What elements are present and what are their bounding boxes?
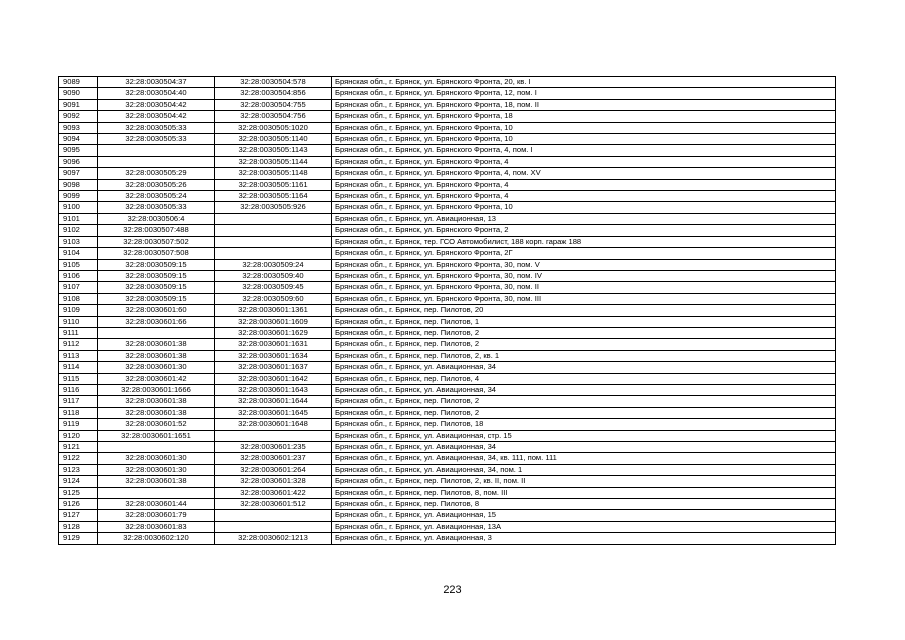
land-cadastral-number-cell: 32:28:0030601:38 — [98, 339, 215, 350]
object-cadastral-number-cell — [215, 521, 332, 532]
address-cell: Брянская обл., г. Брянск, ул. Авиационная, 34 — [332, 384, 836, 395]
table-row — [59, 282, 836, 293]
land-cadastral-number-cell: 32:28:0030505:33 — [98, 122, 215, 133]
table-row — [59, 396, 836, 407]
row-number-cell: 9102 — [59, 225, 98, 236]
table-row — [59, 134, 836, 145]
table-row — [59, 476, 836, 487]
row-number-cell: 9126 — [59, 499, 98, 510]
object-cadastral-number-cell: 32:28:0030509:24 — [215, 259, 332, 270]
object-cadastral-number-cell: 32:28:0030504:578 — [215, 77, 332, 88]
address-cell: Брянская обл., г. Брянск, пер. Пилотов, 2 — [332, 407, 836, 418]
row-number-cell: 9101 — [59, 213, 98, 224]
address-cell: Брянская обл., г. Брянск, пер. Пилотов, 4 — [332, 373, 836, 384]
land-cadastral-number-cell — [98, 487, 215, 498]
address-cell: Брянская обл., г. Брянск, ул. Брянского Фронта, 10 — [332, 122, 836, 133]
object-cadastral-number-cell — [215, 430, 332, 441]
address-cell: Брянская обл., г. Брянск, ул. Брянского Фронта, 4, пом. I — [332, 145, 836, 156]
land-cadastral-number-cell: 32:28:0030602:120 — [98, 533, 215, 544]
row-number-cell: 9108 — [59, 293, 98, 304]
address-cell: Брянская обл., г. Брянск, пер. Пилотов, 20 — [332, 305, 836, 316]
land-cadastral-number-cell: 32:28:0030601:83 — [98, 521, 215, 532]
address-cell: Брянская обл., г. Брянск, ул. Брянского Фронта, 10 — [332, 134, 836, 145]
object-cadastral-number-cell: 32:28:0030505:1161 — [215, 179, 332, 190]
land-cadastral-number-cell: 32:28:0030601:44 — [98, 499, 215, 510]
object-cadastral-number-cell: 32:28:0030504:755 — [215, 99, 332, 110]
row-number-cell: 9104 — [59, 248, 98, 259]
address-cell: Брянская обл., г. Брянск, пер. Пилотов, 2, кв. II, пом. II — [332, 476, 836, 487]
object-cadastral-number-cell: 32:28:0030505:1164 — [215, 191, 332, 202]
object-cadastral-number-cell: 32:28:0030504:756 — [215, 111, 332, 122]
table-row — [59, 464, 836, 475]
row-number-cell: 9120 — [59, 430, 98, 441]
table-row — [59, 111, 836, 122]
object-cadastral-number-cell — [215, 236, 332, 247]
object-cadastral-number-cell: 32:28:0030505:1144 — [215, 156, 332, 167]
table-row — [59, 202, 836, 213]
land-cadastral-number-cell: 32:28:0030509:15 — [98, 282, 215, 293]
object-cadastral-number-cell: 32:28:0030505:926 — [215, 202, 332, 213]
land-cadastral-number-cell: 32:28:0030601:42 — [98, 373, 215, 384]
address-cell: Брянская обл., г. Брянск, ул. Авиационная, 34 — [332, 442, 836, 453]
land-cadastral-number-cell: 32:28:0030504:37 — [98, 77, 215, 88]
row-number-cell: 9109 — [59, 305, 98, 316]
row-number-cell: 9127 — [59, 510, 98, 521]
row-number-cell: 9111 — [59, 327, 98, 338]
object-cadastral-number-cell: 32:28:0030505:1148 — [215, 168, 332, 179]
table-row — [59, 419, 836, 430]
table-row — [59, 179, 836, 190]
address-cell: Брянская обл., г. Брянск, ул. Брянского Фронта, 10 — [332, 202, 836, 213]
row-number-cell: 9123 — [59, 464, 98, 475]
address-cell: Брянская обл., г. Брянск, ул. Брянского Фронта, 2Г — [332, 248, 836, 259]
land-cadastral-number-cell: 32:28:0030506:4 — [98, 213, 215, 224]
land-cadastral-number-cell: 32:28:0030507:508 — [98, 248, 215, 259]
object-cadastral-number-cell: 32:28:0030504:856 — [215, 88, 332, 99]
object-cadastral-number-cell: 32:28:0030509:40 — [215, 270, 332, 281]
table-row — [59, 316, 836, 327]
land-cadastral-number-cell: 32:28:0030509:15 — [98, 270, 215, 281]
land-cadastral-number-cell: 32:28:0030507:488 — [98, 225, 215, 236]
row-number-cell: 9100 — [59, 202, 98, 213]
object-cadastral-number-cell: 32:28:0030601:512 — [215, 499, 332, 510]
object-cadastral-number-cell: 32:28:0030601:1629 — [215, 327, 332, 338]
address-cell: Брянская обл., г. Брянск, ул. Брянского Фронта, 4 — [332, 191, 836, 202]
object-cadastral-number-cell: 32:28:0030601:1644 — [215, 396, 332, 407]
table-row — [59, 521, 836, 532]
object-cadastral-number-cell: 32:28:0030601:1643 — [215, 384, 332, 395]
row-number-cell: 9094 — [59, 134, 98, 145]
land-cadastral-number-cell: 32:28:0030505:33 — [98, 202, 215, 213]
address-cell: Брянская обл., г. Брянск, ул. Брянского Фронта, 4, пом. XV — [332, 168, 836, 179]
address-cell: Брянская обл., г. Брянск, пер. Пилотов, 1 — [332, 316, 836, 327]
address-cell: Брянская обл., г. Брянск, пер. Пилотов, 8, пом. III — [332, 487, 836, 498]
table-row — [59, 236, 836, 247]
table-row — [59, 430, 836, 441]
table-row — [59, 510, 836, 521]
address-cell: Брянская обл., г. Брянск, ул. Брянского Фронта, 4 — [332, 156, 836, 167]
row-number-cell: 9089 — [59, 77, 98, 88]
land-cadastral-number-cell — [98, 442, 215, 453]
land-cadastral-number-cell: 32:28:0030509:15 — [98, 293, 215, 304]
table-row — [59, 384, 836, 395]
address-cell: Брянская обл., г. Брянск, ул. Брянского Фронта, 30, пом. III — [332, 293, 836, 304]
land-cadastral-number-cell: 32:28:0030601:38 — [98, 350, 215, 361]
table-row — [59, 442, 836, 453]
table-row — [59, 499, 836, 510]
row-number-cell: 9091 — [59, 99, 98, 110]
address-cell: Брянская обл., г. Брянск, ул. Брянского Фронта, 2 — [332, 225, 836, 236]
address-cell: Брянская обл., г. Брянск, ул. Авиационная, 15 — [332, 510, 836, 521]
row-number-cell: 9112 — [59, 339, 98, 350]
address-cell: Брянская обл., г. Брянск, ул. Брянского Фронта, 20, кв. I — [332, 77, 836, 88]
land-cadastral-number-cell: 32:28:0030601:1651 — [98, 430, 215, 441]
row-number-cell: 9106 — [59, 270, 98, 281]
address-cell: Брянская обл., г. Брянск, пер. Пилотов, 18 — [332, 419, 836, 430]
address-cell: Брянская обл., г. Брянск, ул. Авиационная, стр. 15 — [332, 430, 836, 441]
land-cadastral-number-cell: 32:28:0030601:30 — [98, 464, 215, 475]
object-cadastral-number-cell: 32:28:0030602:1213 — [215, 533, 332, 544]
row-number-cell: 9122 — [59, 453, 98, 464]
row-number-cell: 9118 — [59, 407, 98, 418]
address-cell: Брянская обл., г. Брянск, пер. Пилотов, 2, кв. 1 — [332, 350, 836, 361]
address-cell: Брянская обл., г. Брянск, ул. Брянского Фронта, 4 — [332, 179, 836, 190]
object-cadastral-number-cell — [215, 213, 332, 224]
table-row — [59, 270, 836, 281]
land-cadastral-number-cell: 32:28:0030504:42 — [98, 111, 215, 122]
table-row — [59, 339, 836, 350]
table-row — [59, 213, 836, 224]
object-cadastral-number-cell — [215, 510, 332, 521]
table-row — [59, 362, 836, 373]
table-row — [59, 248, 836, 259]
row-number-cell: 9121 — [59, 442, 98, 453]
land-cadastral-number-cell: 32:28:0030601:38 — [98, 396, 215, 407]
row-number-cell: 9119 — [59, 419, 98, 430]
table-row — [59, 293, 836, 304]
row-number-cell: 9098 — [59, 179, 98, 190]
row-number-cell: 9097 — [59, 168, 98, 179]
row-number-cell: 9114 — [59, 362, 98, 373]
object-cadastral-number-cell: 32:28:0030601:422 — [215, 487, 332, 498]
table-row — [59, 259, 836, 270]
land-cadastral-number-cell: 32:28:0030601:38 — [98, 407, 215, 418]
address-cell: Брянская обл., г. Брянск, пер. Пилотов, 2 — [332, 327, 836, 338]
table-row — [59, 225, 836, 236]
land-cadastral-number-cell: 32:28:0030601:38 — [98, 476, 215, 487]
land-cadastral-number-cell: 32:28:0030601:30 — [98, 453, 215, 464]
row-number-cell: 9092 — [59, 111, 98, 122]
land-cadastral-number-cell — [98, 327, 215, 338]
land-cadastral-number-cell: 32:28:0030505:24 — [98, 191, 215, 202]
table-row — [59, 373, 836, 384]
land-cadastral-number-cell: 32:28:0030504:42 — [98, 99, 215, 110]
address-cell: Брянская обл., г. Брянск, ул. Брянского Фронта, 12, пом. I — [332, 88, 836, 99]
land-cadastral-number-cell: 32:28:0030601:79 — [98, 510, 215, 521]
object-cadastral-number-cell: 32:28:0030601:1637 — [215, 362, 332, 373]
registry-table-body — [59, 77, 836, 545]
address-cell: Брянская обл., г. Брянск, пер. Пилотов, 2 — [332, 396, 836, 407]
land-cadastral-number-cell: 32:28:0030601:1666 — [98, 384, 215, 395]
row-number-cell: 9096 — [59, 156, 98, 167]
table-row — [59, 191, 836, 202]
land-cadastral-number-cell: 32:28:0030601:66 — [98, 316, 215, 327]
land-cadastral-number-cell: 32:28:0030601:60 — [98, 305, 215, 316]
object-cadastral-number-cell — [215, 225, 332, 236]
row-number-cell: 9095 — [59, 145, 98, 156]
land-cadastral-number-cell: 32:28:0030601:52 — [98, 419, 215, 430]
row-number-cell: 9090 — [59, 88, 98, 99]
object-cadastral-number-cell: 32:28:0030505:1020 — [215, 122, 332, 133]
row-number-cell: 9125 — [59, 487, 98, 498]
page-number: 223 — [443, 584, 462, 596]
address-cell: Брянская обл., г. Брянск, тер. ГСО Автомобилист, 188 корп. гараж 188 — [332, 236, 836, 247]
row-number-cell: 9129 — [59, 533, 98, 544]
row-number-cell: 9110 — [59, 316, 98, 327]
row-number-cell: 9128 — [59, 521, 98, 532]
row-number-cell: 9107 — [59, 282, 98, 293]
row-number-cell: 9115 — [59, 373, 98, 384]
object-cadastral-number-cell: 32:28:0030601:1631 — [215, 339, 332, 350]
address-cell: Брянская обл., г. Брянск, ул. Авиационная, 13 — [332, 213, 836, 224]
object-cadastral-number-cell: 32:28:0030601:328 — [215, 476, 332, 487]
row-number-cell: 9124 — [59, 476, 98, 487]
row-number-cell: 9093 — [59, 122, 98, 133]
address-cell: Брянская обл., г. Брянск, ул. Брянского Фронта, 30, пом. II — [332, 282, 836, 293]
object-cadastral-number-cell: 32:28:0030601:237 — [215, 453, 332, 464]
object-cadastral-number-cell: 32:28:0030601:1648 — [215, 419, 332, 430]
address-cell: Брянская обл., г. Брянск, ул. Брянского Фронта, 18 — [332, 111, 836, 122]
address-cell: Брянская обл., г. Брянск, ул. Авиационная, 3 — [332, 533, 836, 544]
land-cadastral-number-cell: 32:28:0030601:30 — [98, 362, 215, 373]
row-number-cell: 9099 — [59, 191, 98, 202]
address-cell: Брянская обл., г. Брянск, ул. Авиационная, 34 — [332, 362, 836, 373]
table-row — [59, 168, 836, 179]
land-cadastral-number-cell — [98, 156, 215, 167]
object-cadastral-number-cell: 32:28:0030601:235 — [215, 442, 332, 453]
land-cadastral-number-cell: 32:28:0030504:40 — [98, 88, 215, 99]
table-row — [59, 350, 836, 361]
object-cadastral-number-cell: 32:28:0030601:1361 — [215, 305, 332, 316]
address-cell: Брянская обл., г. Брянск, ул. Брянского Фронта, 30, пом. IV — [332, 270, 836, 281]
table-row — [59, 327, 836, 338]
table-row — [59, 407, 836, 418]
land-cadastral-number-cell — [98, 145, 215, 156]
registry-table — [58, 76, 836, 545]
land-cadastral-number-cell: 32:28:0030509:15 — [98, 259, 215, 270]
table-row — [59, 305, 836, 316]
object-cadastral-number-cell: 32:28:0030505:1143 — [215, 145, 332, 156]
object-cadastral-number-cell: 32:28:0030601:1609 — [215, 316, 332, 327]
land-cadastral-number-cell: 32:28:0030507:502 — [98, 236, 215, 247]
table-row — [59, 77, 836, 88]
table-row — [59, 533, 836, 544]
object-cadastral-number-cell: 32:28:0030601:1645 — [215, 407, 332, 418]
object-cadastral-number-cell: 32:28:0030509:60 — [215, 293, 332, 304]
table-row — [59, 156, 836, 167]
address-cell: Брянская обл., г. Брянск, ул. Авиационная, 34, кв. 111, пом. 111 — [332, 453, 836, 464]
address-cell: Брянская обл., г. Брянск, ул. Авиационная, 34, пом. 1 — [332, 464, 836, 475]
address-cell: Брянская обл., г. Брянск, ул. Брянского Фронта, 18, пом. II — [332, 99, 836, 110]
address-cell: Брянская обл., г. Брянск, ул. Авиационная, 13А — [332, 521, 836, 532]
table-row — [59, 145, 836, 156]
object-cadastral-number-cell — [215, 248, 332, 259]
row-number-cell: 9116 — [59, 384, 98, 395]
row-number-cell: 9113 — [59, 350, 98, 361]
object-cadastral-number-cell: 32:28:0030601:1634 — [215, 350, 332, 361]
address-cell: Брянская обл., г. Брянск, пер. Пилотов, 2 — [332, 339, 836, 350]
object-cadastral-number-cell: 32:28:0030601:1642 — [215, 373, 332, 384]
address-cell: Брянская обл., г. Брянск, ул. Брянского Фронта, 30, пом. V — [332, 259, 836, 270]
table-row — [59, 487, 836, 498]
table-row — [59, 99, 836, 110]
table-row — [59, 453, 836, 464]
land-cadastral-number-cell: 32:28:0030505:29 — [98, 168, 215, 179]
row-number-cell: 9117 — [59, 396, 98, 407]
land-cadastral-number-cell: 32:28:0030505:33 — [98, 134, 215, 145]
table-row — [59, 88, 836, 99]
address-cell: Брянская обл., г. Брянск, пер. Пилотов, 8 — [332, 499, 836, 510]
object-cadastral-number-cell: 32:28:0030601:264 — [215, 464, 332, 475]
row-number-cell: 9103 — [59, 236, 98, 247]
table-row — [59, 122, 836, 133]
object-cadastral-number-cell: 32:28:0030509:45 — [215, 282, 332, 293]
object-cadastral-number-cell: 32:28:0030505:1140 — [215, 134, 332, 145]
land-cadastral-number-cell: 32:28:0030505:26 — [98, 179, 215, 190]
row-number-cell: 9105 — [59, 259, 98, 270]
